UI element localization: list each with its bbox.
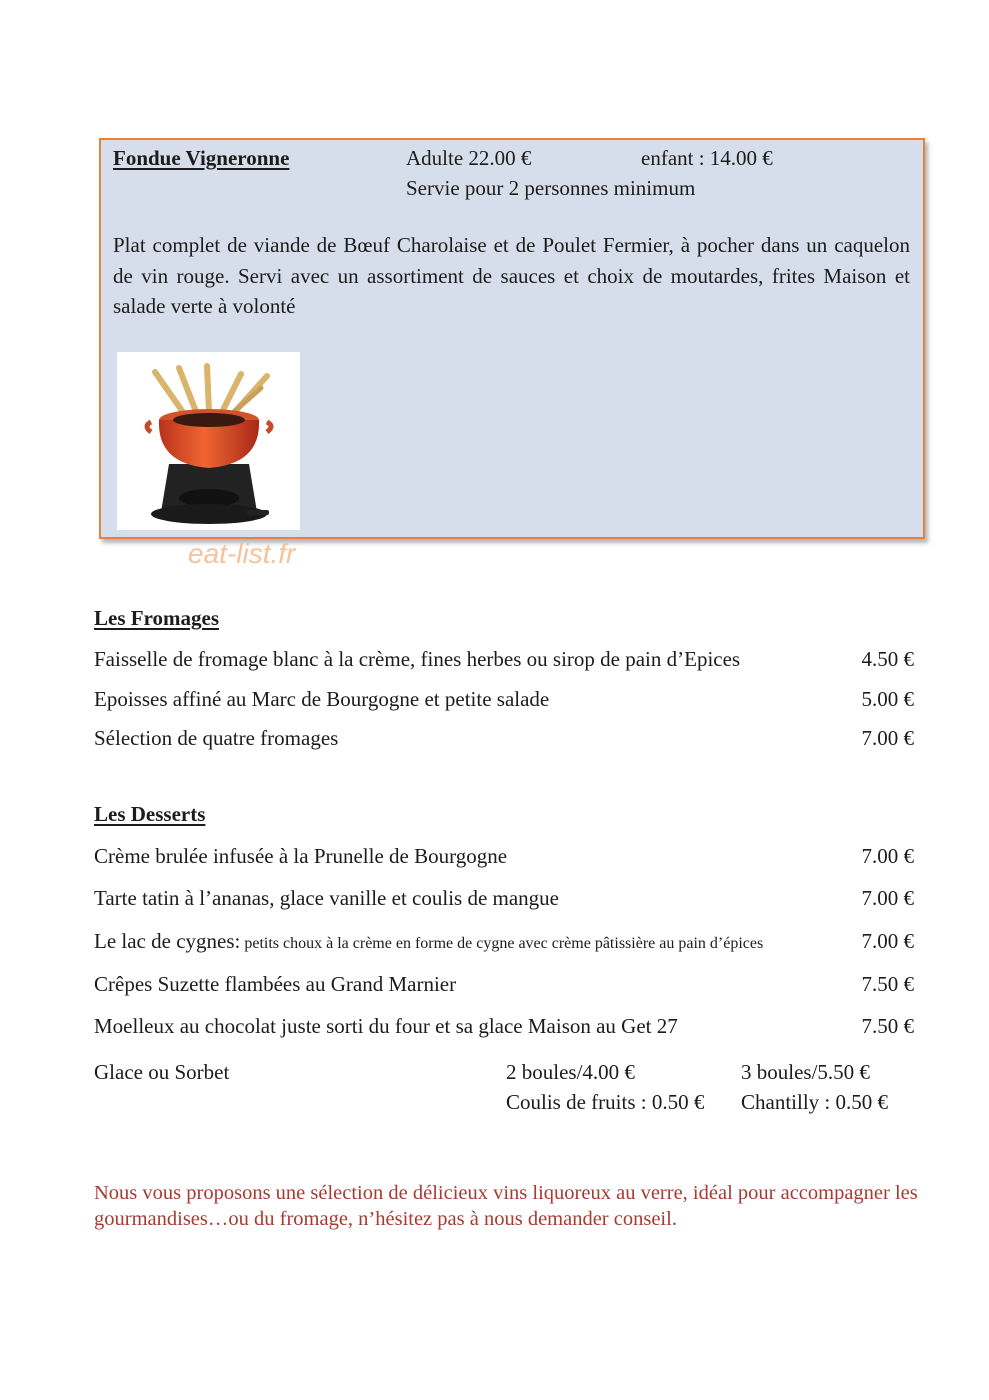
list-item	[94, 972, 914, 998]
item-price: 7.00 €	[861, 929, 914, 953]
item-name: Tarte tatin à l’ananas, glace vanille et coulis de mangue	[94, 886, 559, 910]
item-price: 4.50 €	[861, 647, 914, 671]
watermark: eat-list.fr	[188, 538, 296, 569]
glace-three-scoops: 3 boules/5.50 €	[741, 1060, 870, 1084]
item-price: 7.00 €	[861, 726, 914, 750]
item-name: Faisselle de fromage blanc à la crème, fines herbes ou sirop de pain d’Epices	[94, 647, 741, 671]
item-name: Crème brulée infusée à la Prunelle de Bourgogne	[94, 844, 508, 868]
fondue-pot-icon	[117, 352, 300, 530]
wine-note: Nous vous proposons une sélection de délicieux vins liquoreux au verre, idéal pour accompagner les gourmandises…ou du fromage, n’hésitez pas à nous demander conseil.	[94, 1182, 918, 1230]
item-detail: petits choux à la crème en forme de cygne avec crème pâtissière au pain d’épices	[240, 935, 764, 952]
item-name: Epoisses affiné au Marc de Bourgogne et petite salade	[94, 687, 550, 711]
glace-chantilly: Chantilly : 0.50 €	[741, 1090, 888, 1114]
fondue-adult-price: Adulte 22.00 €	[406, 146, 532, 170]
item-price: 7.50 €	[861, 1014, 914, 1038]
fondue-title: Fondue Vigneronne	[113, 146, 290, 170]
item-name-with-detail	[94, 929, 763, 954]
glace-two-scoops: 2 boules/4.00 €	[506, 1060, 635, 1084]
item-name: Sélection de quatre fromages	[94, 726, 339, 750]
list-item	[94, 929, 914, 955]
fromages-heading: Les Fromages	[94, 606, 220, 630]
list-item	[94, 687, 914, 713]
fondue-description: Plat complet de viande de Bœuf Charolaise et de Poulet Fermier, à pocher dans un caquelon de vin rouge. Servi avec un assortiment de sauces et choix de moutardes, frites Maison et salade verte à volonté	[113, 233, 910, 318]
item-name: Crêpes Suzette flambées au Grand Marnier	[94, 972, 457, 996]
fondue-minimum: Servie pour 2 personnes minimum	[406, 176, 696, 200]
list-item	[94, 726, 914, 752]
item-price: 7.50 €	[861, 972, 914, 996]
list-item	[94, 1014, 914, 1040]
list-item	[94, 844, 914, 870]
item-name: Le lac de cygnes:	[94, 929, 241, 953]
item-price: 7.00 €	[861, 844, 914, 868]
list-item	[94, 647, 914, 673]
desserts-heading: Les Desserts	[94, 802, 206, 826]
list-item	[94, 886, 914, 912]
item-price: 7.00 €	[861, 886, 914, 910]
item-price: 5.00 €	[861, 687, 914, 711]
item-name: Moelleux au chocolat juste sorti du four et sa glace Maison au Get 27	[94, 1014, 678, 1038]
glace-name: Glace ou Sorbet	[94, 1060, 230, 1084]
fondue-child-price: enfant : 14.00 €	[641, 146, 773, 170]
glace-coulis: Coulis de fruits : 0.50 €	[506, 1090, 705, 1114]
